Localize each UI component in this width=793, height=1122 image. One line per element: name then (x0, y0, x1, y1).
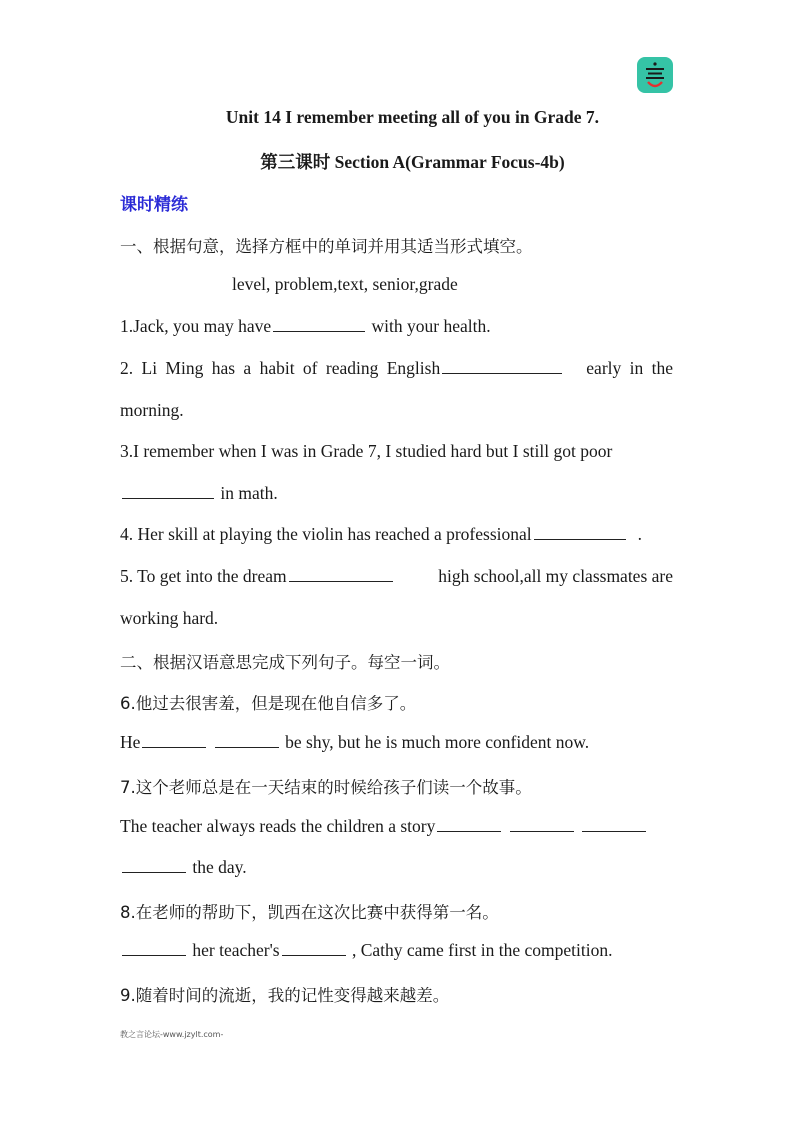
page-title: Unit 14 I remember meeting all of you in Grade 7. (225, 107, 600, 127)
question-text: early in the (586, 358, 673, 378)
answer-blank[interactable] (215, 746, 279, 748)
question-8-cn: 8.在老师的帮助下，凯西在这次比赛中获得第一名。 (120, 903, 499, 922)
section-label: 课时精练 (120, 195, 188, 215)
question-text: 2. Li Ming has a habit of reading English (120, 358, 441, 378)
answer-blank[interactable] (289, 580, 393, 582)
question-5-cont: working hard. (120, 608, 219, 628)
question-text: 4. Her skill at playing the violin has reached a professional (120, 524, 532, 544)
answer-blank[interactable] (442, 372, 562, 374)
question-text: her teacher's (188, 940, 280, 960)
page-subtitle: 第三课时 Section A(Grammar Focus-4b) (260, 152, 565, 172)
question-text: with your health. (367, 316, 491, 336)
speech-bubble-logo-icon (637, 57, 673, 93)
question-text: high school,all my classmates are (438, 566, 673, 586)
answer-blank[interactable] (282, 954, 346, 956)
answer-blank[interactable] (142, 746, 206, 748)
question-text: in math. (216, 483, 278, 503)
question-3-cont (120, 483, 278, 504)
question-1 (120, 316, 491, 337)
answer-blank[interactable] (510, 830, 574, 832)
question-2-cont: morning. (120, 400, 184, 420)
answer-blank[interactable] (122, 497, 214, 499)
answer-blank[interactable] (273, 330, 365, 332)
part2-instruction: 二、根据汉语意思完成下列句子。每空一词。 (120, 653, 450, 672)
footer-watermark: 教之言论坛-www.jzylt.com- (120, 1030, 224, 1039)
question-7-cn: 7.这个老师总是在一天结束的时候给孩子们读一个故事。 (120, 778, 532, 797)
answer-blank[interactable] (534, 538, 626, 540)
answer-blank[interactable] (122, 871, 186, 873)
question-text: 1.Jack, you may have (120, 316, 272, 336)
question-7 (120, 816, 648, 837)
question-text: The teacher always reads the children a story (120, 816, 436, 836)
question-8 (120, 940, 612, 961)
answer-blank[interactable] (582, 830, 646, 832)
part1-instruction: 一、根据句意，选择方框中的单词并用其适当形式填空。 (120, 237, 533, 256)
question-text: 5. To get into the dream (120, 566, 287, 586)
question-4 (120, 524, 642, 545)
question-text: He (120, 732, 141, 752)
question-5 (120, 566, 673, 587)
question-3: 3.I remember when I was in Grade 7, I studied hard but I still got poor (120, 441, 613, 461)
answer-blank[interactable] (437, 830, 501, 832)
question-text: be shy, but he is much more confident now. (280, 732, 590, 752)
question-text: the day. (188, 857, 247, 877)
question-2 (120, 358, 673, 379)
question-text: . (637, 524, 642, 544)
question-6-cn: 6.他过去很害羞，但是现在他自信多了。 (120, 694, 417, 713)
word-box: level, problem,text, senior,grade (232, 274, 458, 294)
question-6 (120, 732, 589, 753)
question-9-cn: 9.随着时间的流逝，我的记性变得越来越差。 (120, 986, 450, 1005)
question-text: , Cathy came first in the competition. (347, 940, 613, 960)
answer-blank[interactable] (122, 954, 186, 956)
question-7-cont (120, 857, 247, 878)
